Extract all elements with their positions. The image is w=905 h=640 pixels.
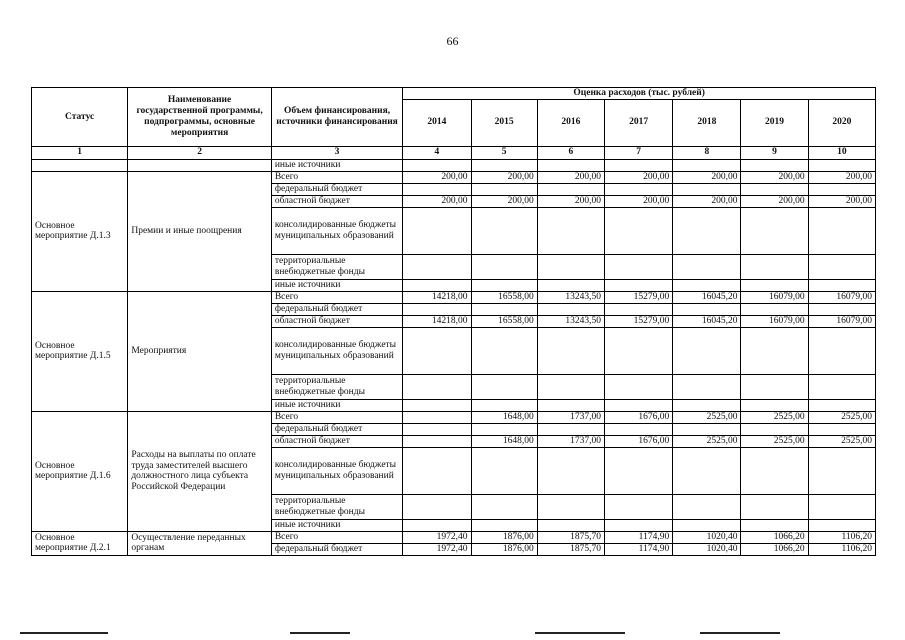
header-year: 2019	[741, 99, 808, 146]
value-cell: 14218,00	[403, 315, 471, 327]
value-cell: 200,00	[808, 195, 875, 207]
value-cell	[471, 494, 537, 519]
value-cell	[537, 303, 604, 315]
value-cell	[471, 447, 537, 494]
value-cell	[673, 374, 741, 399]
value-cell	[537, 447, 604, 494]
value-cell	[673, 327, 741, 374]
value-cell	[537, 327, 604, 374]
value-cell	[537, 399, 604, 411]
source-cell: федеральный бюджет	[271, 303, 402, 315]
column-number: 1	[32, 146, 128, 159]
value-cell: 1174,90	[604, 531, 672, 543]
value-cell	[673, 303, 741, 315]
source-cell: областной бюджет	[271, 435, 402, 447]
value-cell: 1972,40	[403, 543, 471, 555]
name-cell	[128, 159, 272, 171]
value-cell: 1875,70	[537, 543, 604, 555]
value-cell	[471, 183, 537, 195]
value-cell	[808, 279, 875, 291]
value-cell	[741, 399, 808, 411]
value-cell	[808, 207, 875, 254]
source-cell: Всего	[271, 411, 402, 423]
status-cell: Основное мероприятие Д.1.6	[32, 411, 128, 531]
value-cell: 2525,00	[741, 435, 808, 447]
value-cell	[808, 254, 875, 279]
header-name: Наименование государственной программы, подпрограммы, основные мероприятия	[128, 88, 272, 147]
value-cell	[673, 254, 741, 279]
value-cell	[537, 423, 604, 435]
value-cell: 1876,00	[471, 531, 537, 543]
value-cell: 16045,20	[673, 315, 741, 327]
value-cell	[403, 494, 471, 519]
value-cell: 200,00	[808, 171, 875, 183]
column-number-row	[32, 146, 876, 159]
value-cell	[403, 183, 471, 195]
value-cell	[741, 303, 808, 315]
source-cell: территориальные внебюджетные фонды	[271, 254, 402, 279]
value-cell: 16079,00	[741, 291, 808, 303]
status-cell: Основное мероприятие Д.1.5	[32, 291, 128, 411]
value-cell	[604, 279, 672, 291]
value-cell: 1875,70	[537, 531, 604, 543]
value-cell	[808, 183, 875, 195]
source-cell: федеральный бюджет	[271, 423, 402, 435]
value-cell	[741, 207, 808, 254]
table-row	[32, 411, 876, 423]
value-cell: 200,00	[741, 195, 808, 207]
value-cell	[403, 207, 471, 254]
source-cell: федеральный бюджет	[271, 183, 402, 195]
value-cell: 200,00	[537, 195, 604, 207]
value-cell: 200,00	[673, 171, 741, 183]
name-cell: Мероприятия	[128, 291, 272, 411]
source-cell: территориальные внебюджетные фонды	[271, 494, 402, 519]
source-cell: Всего	[271, 291, 402, 303]
value-cell	[673, 399, 741, 411]
value-cell	[808, 423, 875, 435]
value-cell	[604, 207, 672, 254]
value-cell	[604, 327, 672, 374]
value-cell	[403, 435, 471, 447]
column-number: 9	[741, 146, 808, 159]
value-cell	[537, 374, 604, 399]
header-year: 2015	[471, 99, 537, 146]
value-cell: 1648,00	[471, 411, 537, 423]
value-cell	[471, 207, 537, 254]
header-year: 2017	[604, 99, 672, 146]
value-cell	[471, 327, 537, 374]
column-number: 6	[537, 146, 604, 159]
value-cell	[604, 303, 672, 315]
value-cell: 1106,20	[808, 531, 875, 543]
value-cell	[537, 279, 604, 291]
source-cell: консолидированные бюджеты муниципальных образований	[271, 327, 402, 374]
value-cell: 200,00	[604, 195, 672, 207]
column-number: 7	[604, 146, 672, 159]
value-cell	[741, 423, 808, 435]
header-year: 2018	[673, 99, 741, 146]
value-cell	[604, 374, 672, 399]
source-cell: областной бюджет	[271, 315, 402, 327]
value-cell	[741, 327, 808, 374]
value-cell	[403, 327, 471, 374]
value-cell	[808, 303, 875, 315]
value-cell	[673, 494, 741, 519]
header-status: Статус	[32, 88, 128, 147]
value-cell	[673, 207, 741, 254]
value-cell	[604, 494, 672, 519]
source-cell: федеральный бюджет	[271, 543, 402, 555]
value-cell: 1676,00	[604, 411, 672, 423]
name-cell: Осуществление переданных органам	[128, 531, 272, 555]
value-cell: 1174,90	[604, 543, 672, 555]
source-cell: Всего	[271, 171, 402, 183]
value-cell	[673, 447, 741, 494]
value-cell: 1020,40	[673, 543, 741, 555]
value-cell: 16045,20	[673, 291, 741, 303]
value-cell	[808, 519, 875, 531]
budget-table	[31, 87, 876, 556]
status-cell	[32, 159, 128, 171]
value-cell	[673, 183, 741, 195]
value-cell: 1066,20	[741, 531, 808, 543]
status-cell: Основное мероприятие Д.1.3	[32, 171, 128, 291]
scan-edge-mark	[535, 632, 625, 634]
value-cell	[471, 374, 537, 399]
value-cell: 1106,20	[808, 543, 875, 555]
header-source: Объем финансирования, источники финансирования	[271, 88, 402, 147]
value-cell	[604, 447, 672, 494]
value-cell: 16558,00	[471, 315, 537, 327]
value-cell	[537, 207, 604, 254]
column-number: 4	[403, 146, 471, 159]
value-cell	[471, 399, 537, 411]
value-cell	[673, 519, 741, 531]
value-cell	[403, 519, 471, 531]
value-cell	[741, 254, 808, 279]
value-cell: 2525,00	[808, 435, 875, 447]
value-cell: 200,00	[537, 171, 604, 183]
value-cell	[537, 519, 604, 531]
source-cell: территориальные внебюджетные фонды	[271, 374, 402, 399]
value-cell	[604, 254, 672, 279]
value-cell: 1020,40	[673, 531, 741, 543]
value-cell	[604, 423, 672, 435]
source-cell: иные источники	[271, 519, 402, 531]
value-cell: 200,00	[403, 195, 471, 207]
header-year: 2016	[537, 99, 604, 146]
value-cell: 1876,00	[471, 543, 537, 555]
value-cell: 13243,50	[537, 315, 604, 327]
value-cell	[403, 303, 471, 315]
status-cell: Основное мероприятие Д.2.1	[32, 531, 128, 555]
scan-edge-mark	[20, 632, 108, 634]
value-cell	[537, 494, 604, 519]
value-cell	[537, 183, 604, 195]
value-cell: 200,00	[403, 171, 471, 183]
page-number: 66	[446, 34, 459, 48]
column-number: 3	[271, 146, 402, 159]
value-cell: 1737,00	[537, 411, 604, 423]
source-cell: иные источники	[271, 279, 402, 291]
scan-edge-mark	[290, 632, 350, 634]
value-cell	[741, 279, 808, 291]
value-cell	[403, 399, 471, 411]
column-number: 5	[471, 146, 537, 159]
value-cell	[403, 447, 471, 494]
value-cell: 1737,00	[537, 435, 604, 447]
name-cell: Расходы на выплаты по оплате труда заместителей высшего должностного лица субъекта Российской Федерации	[128, 411, 272, 531]
source-cell: областной бюджет	[271, 195, 402, 207]
table-row	[32, 159, 876, 171]
name-cell: Премии и иные поощрения	[128, 171, 272, 291]
value-cell: 16079,00	[741, 315, 808, 327]
table-body	[32, 159, 876, 555]
column-number: 8	[673, 146, 741, 159]
value-cell: 16079,00	[808, 291, 875, 303]
value-cell	[471, 423, 537, 435]
value-cell	[673, 423, 741, 435]
header-year: 2020	[808, 99, 875, 146]
value-cell	[403, 374, 471, 399]
header-year: 2014	[403, 99, 471, 146]
value-cell	[471, 303, 537, 315]
scan-edge-mark	[700, 632, 780, 634]
value-cell	[741, 447, 808, 494]
value-cell: 15279,00	[604, 315, 672, 327]
value-cell: 1648,00	[471, 435, 537, 447]
value-cell: 2525,00	[673, 435, 741, 447]
value-cell: 16079,00	[808, 315, 875, 327]
value-cell	[808, 374, 875, 399]
value-cell: 2525,00	[673, 411, 741, 423]
source-cell: консолидированные бюджеты муниципальных образований	[271, 447, 402, 494]
source-cell: консолидированные бюджеты муниципальных образований	[271, 207, 402, 254]
value-cell: 14218,00	[403, 291, 471, 303]
value-cell	[403, 279, 471, 291]
source-cell: иные источники	[271, 399, 402, 411]
source-cell: Всего	[271, 531, 402, 543]
value-cell: 1676,00	[604, 435, 672, 447]
value-cell	[403, 423, 471, 435]
value-cell	[808, 447, 875, 494]
value-cell	[604, 183, 672, 195]
value-cell: 16558,00	[471, 291, 537, 303]
value-cell	[673, 279, 741, 291]
value-cell	[741, 519, 808, 531]
header-estimate: Оценка расходов (тыс. рублей)	[403, 88, 876, 100]
column-number: 10	[808, 146, 875, 159]
value-cell	[403, 254, 471, 279]
value-cell	[741, 494, 808, 519]
value-cell	[471, 254, 537, 279]
value-cell: 2525,00	[808, 411, 875, 423]
value-cell	[808, 327, 875, 374]
value-cell: 200,00	[741, 171, 808, 183]
value-cell: 15279,00	[604, 291, 672, 303]
value-cell	[604, 519, 672, 531]
table-row	[32, 531, 876, 543]
value-cell: 200,00	[471, 171, 537, 183]
value-cell	[604, 399, 672, 411]
value-cell	[403, 411, 471, 423]
value-cell	[537, 254, 604, 279]
table-row	[32, 291, 876, 303]
value-cell: 200,00	[673, 195, 741, 207]
value-cell	[741, 183, 808, 195]
table-row	[32, 171, 876, 183]
value-cell: 200,00	[604, 171, 672, 183]
value-cell: 2525,00	[741, 411, 808, 423]
value-cell	[808, 399, 875, 411]
column-number: 2	[128, 146, 272, 159]
value-cell	[741, 374, 808, 399]
source-cell: иные источники	[271, 159, 402, 171]
value-cell: 1066,20	[741, 543, 808, 555]
value-cell: 200,00	[471, 195, 537, 207]
value-cell: 1972,40	[403, 531, 471, 543]
value-cell: 13243,50	[537, 291, 604, 303]
value-cell	[808, 494, 875, 519]
value-cell	[471, 519, 537, 531]
value-cell	[471, 279, 537, 291]
